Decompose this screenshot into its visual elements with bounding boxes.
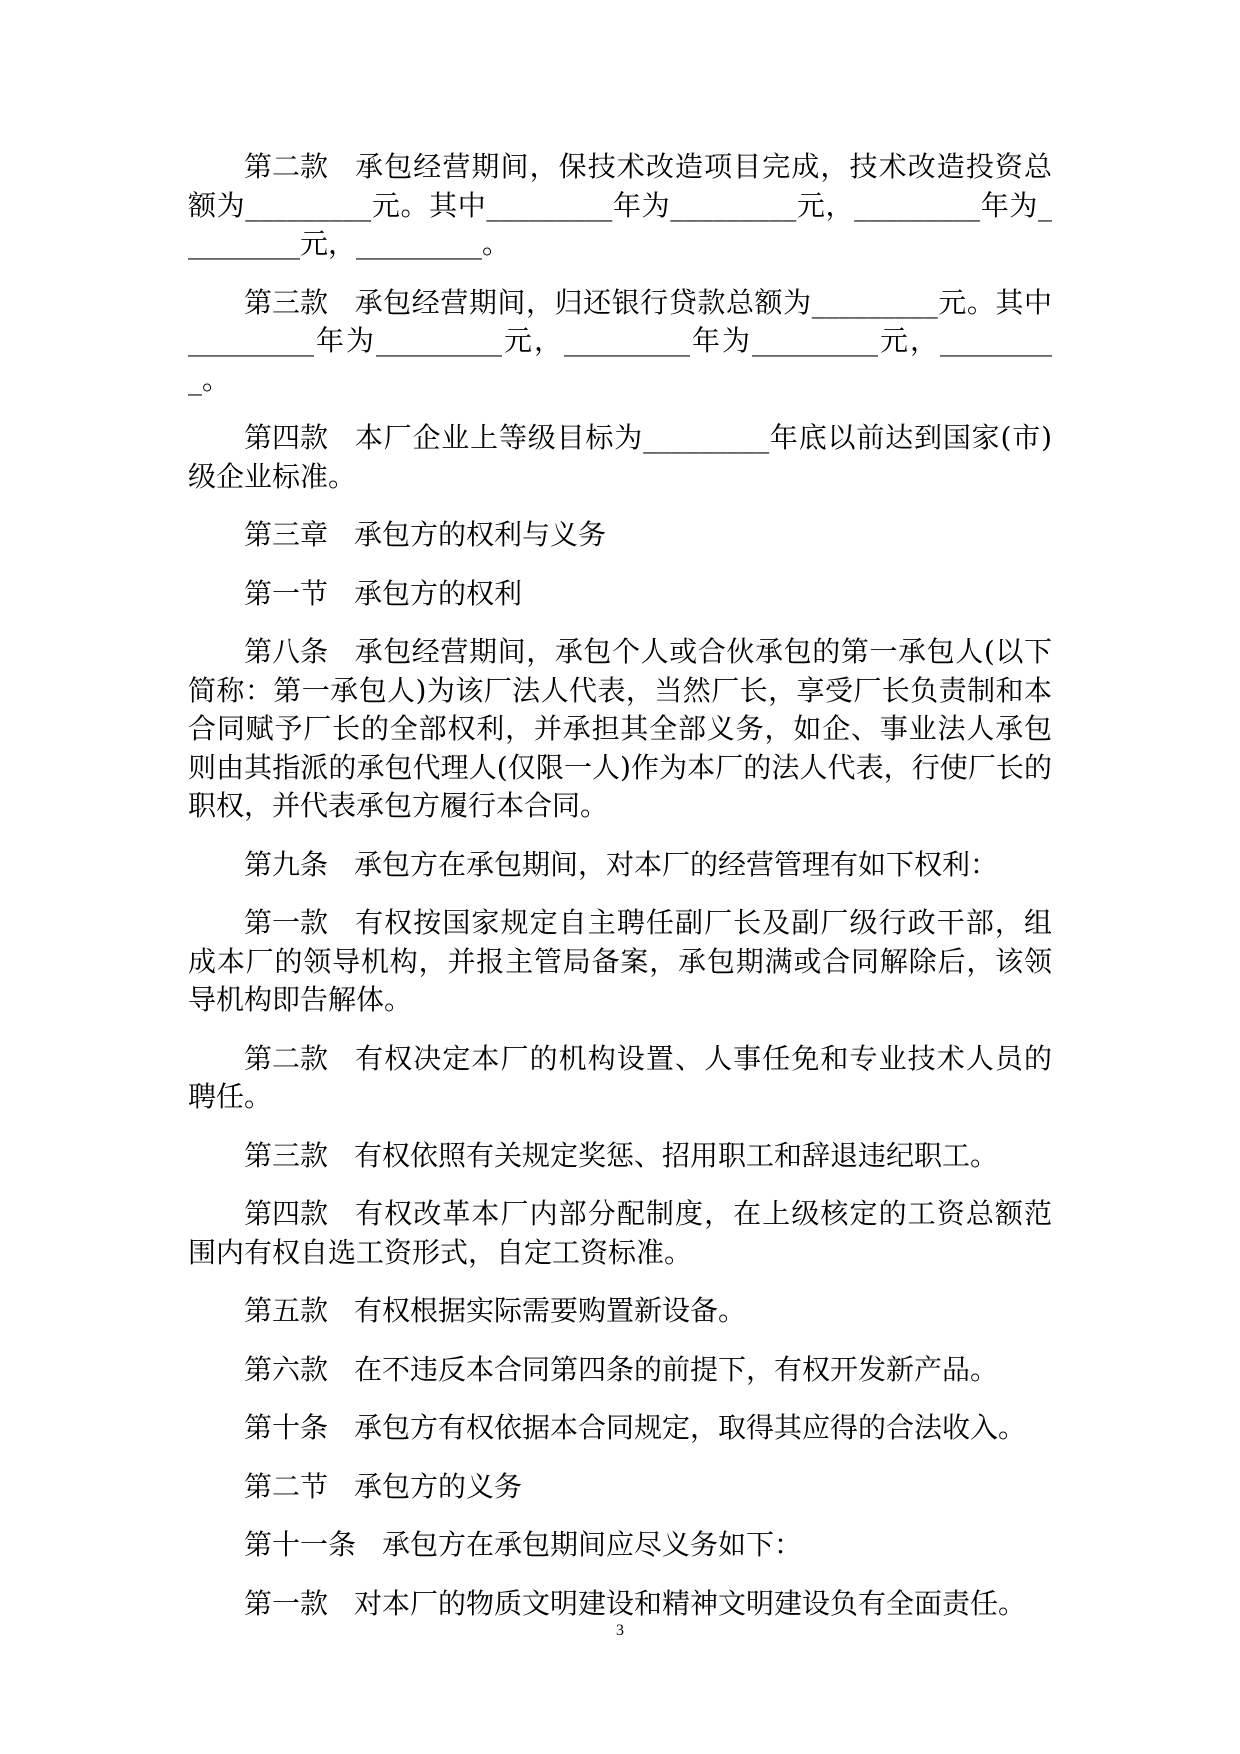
article-paragraph <box>188 633 1052 826</box>
article-label: 第九条 <box>244 847 329 881</box>
article-paragraph <box>188 1526 1052 1565</box>
chapter-heading <box>188 516 1052 555</box>
clause-label: 第二款 <box>244 150 329 183</box>
clause-label: 第四款 <box>244 1197 329 1230</box>
clause-paragraph <box>188 1040 1052 1117</box>
clause-paragraph <box>188 1585 1052 1624</box>
clause-label: 第二款 <box>244 1041 329 1075</box>
clause-text: 有权按国家规定自主聘任副厂长及副厂级行政干部，组成本厂的领导机构，并报主管局备案，承包期满或合同解除后，该领导机构即告解体。 <box>188 906 1052 1016</box>
clause-label: 第一款 <box>244 906 329 939</box>
clause-label: 第三款 <box>244 1138 329 1172</box>
clause-text: 对本厂的物质文明建设和精神文明建设负有全面责任。 <box>354 1586 1027 1620</box>
section-label: 第一节 <box>244 576 329 610</box>
clause-text: 承包经营期间，归还银行贷款总额为_________元。其中_________年为_________元，_________年为_________元，_________。 <box>188 285 1052 396</box>
article-paragraph <box>188 846 1052 885</box>
article-text: 承包方有权依据本合同规定，取得其应得的合法收入。 <box>354 1411 1027 1444</box>
clause-text: 有权改革本厂内部分配制度，在上级核定的工资总额范围内有权自选工资形式，自定工资标准。 <box>188 1197 1052 1269</box>
clause-label: 第六款 <box>244 1352 329 1386</box>
article-text: 承包经营期间，承包个人或合伙承包的第一承包人(以下简称：第一承包人)为该厂法人代表，当然厂长，享受厂长负责制和本合同赋予厂长的全部权利，并承担其全部义务，如企、事业法人承包则由其指派的承包代理人(仅限一人)作为本厂的法人代表，行使厂长的职权，并代表承包方履行本合同。 <box>188 635 1052 822</box>
section-label: 第二节 <box>244 1469 329 1503</box>
clause-text: 有权决定本厂的机构设置、人事任免和专业技术人员的聘任。 <box>188 1041 1052 1113</box>
clause-paragraph <box>188 284 1052 400</box>
clause-label: 第四款 <box>244 421 329 454</box>
article-label: 第十一条 <box>244 1528 357 1561</box>
clause-label: 第一款 <box>244 1586 329 1620</box>
chapter-title: 承包方的权利与义务 <box>354 518 607 551</box>
clause-label: 第五款 <box>244 1294 329 1327</box>
article-paragraph <box>188 1409 1052 1448</box>
section-title: 承包方的权利 <box>354 576 523 610</box>
clause-text: 在不违反本合同第四条的前提下，有权开发新产品。 <box>354 1352 999 1386</box>
clause-paragraph <box>188 904 1052 1020</box>
clause-paragraph <box>188 148 1052 264</box>
article-label: 第八条 <box>244 635 329 668</box>
article-label: 第十条 <box>244 1411 329 1444</box>
clause-label: 第三款 <box>244 285 329 319</box>
page-number: 3 <box>616 1622 624 1639</box>
clause-text: 本厂企业上等级目标为_________年底以前达到国家(市)级企业标准。 <box>188 421 1052 493</box>
section-title: 承包方的义务 <box>354 1469 523 1503</box>
section-heading <box>188 575 1052 614</box>
clause-paragraph <box>188 1137 1052 1176</box>
clause-paragraph <box>188 1292 1052 1331</box>
clause-text: 有权根据实际需要购置新设备。 <box>354 1294 747 1327</box>
article-text: 承包方在承包期间，对本厂的经营管理有如下权利： <box>354 847 999 881</box>
clause-text: 承包经营期间，保技术改造项目完成，技术改造投资总额为_________元。其中_________年为_________元，_________年为_________元，_________。 <box>188 150 1052 260</box>
document-body <box>188 148 1052 1643</box>
clause-paragraph <box>188 1351 1052 1390</box>
section-heading <box>188 1468 1052 1507</box>
clause-text: 有权依照有关规定奖惩、招用职工和辞退违纪职工。 <box>354 1138 999 1172</box>
clause-paragraph <box>188 419 1052 496</box>
clause-paragraph <box>188 1195 1052 1272</box>
chapter-label: 第三章 <box>244 518 329 551</box>
article-text: 承包方在承包期间应尽义务如下： <box>382 1528 803 1561</box>
